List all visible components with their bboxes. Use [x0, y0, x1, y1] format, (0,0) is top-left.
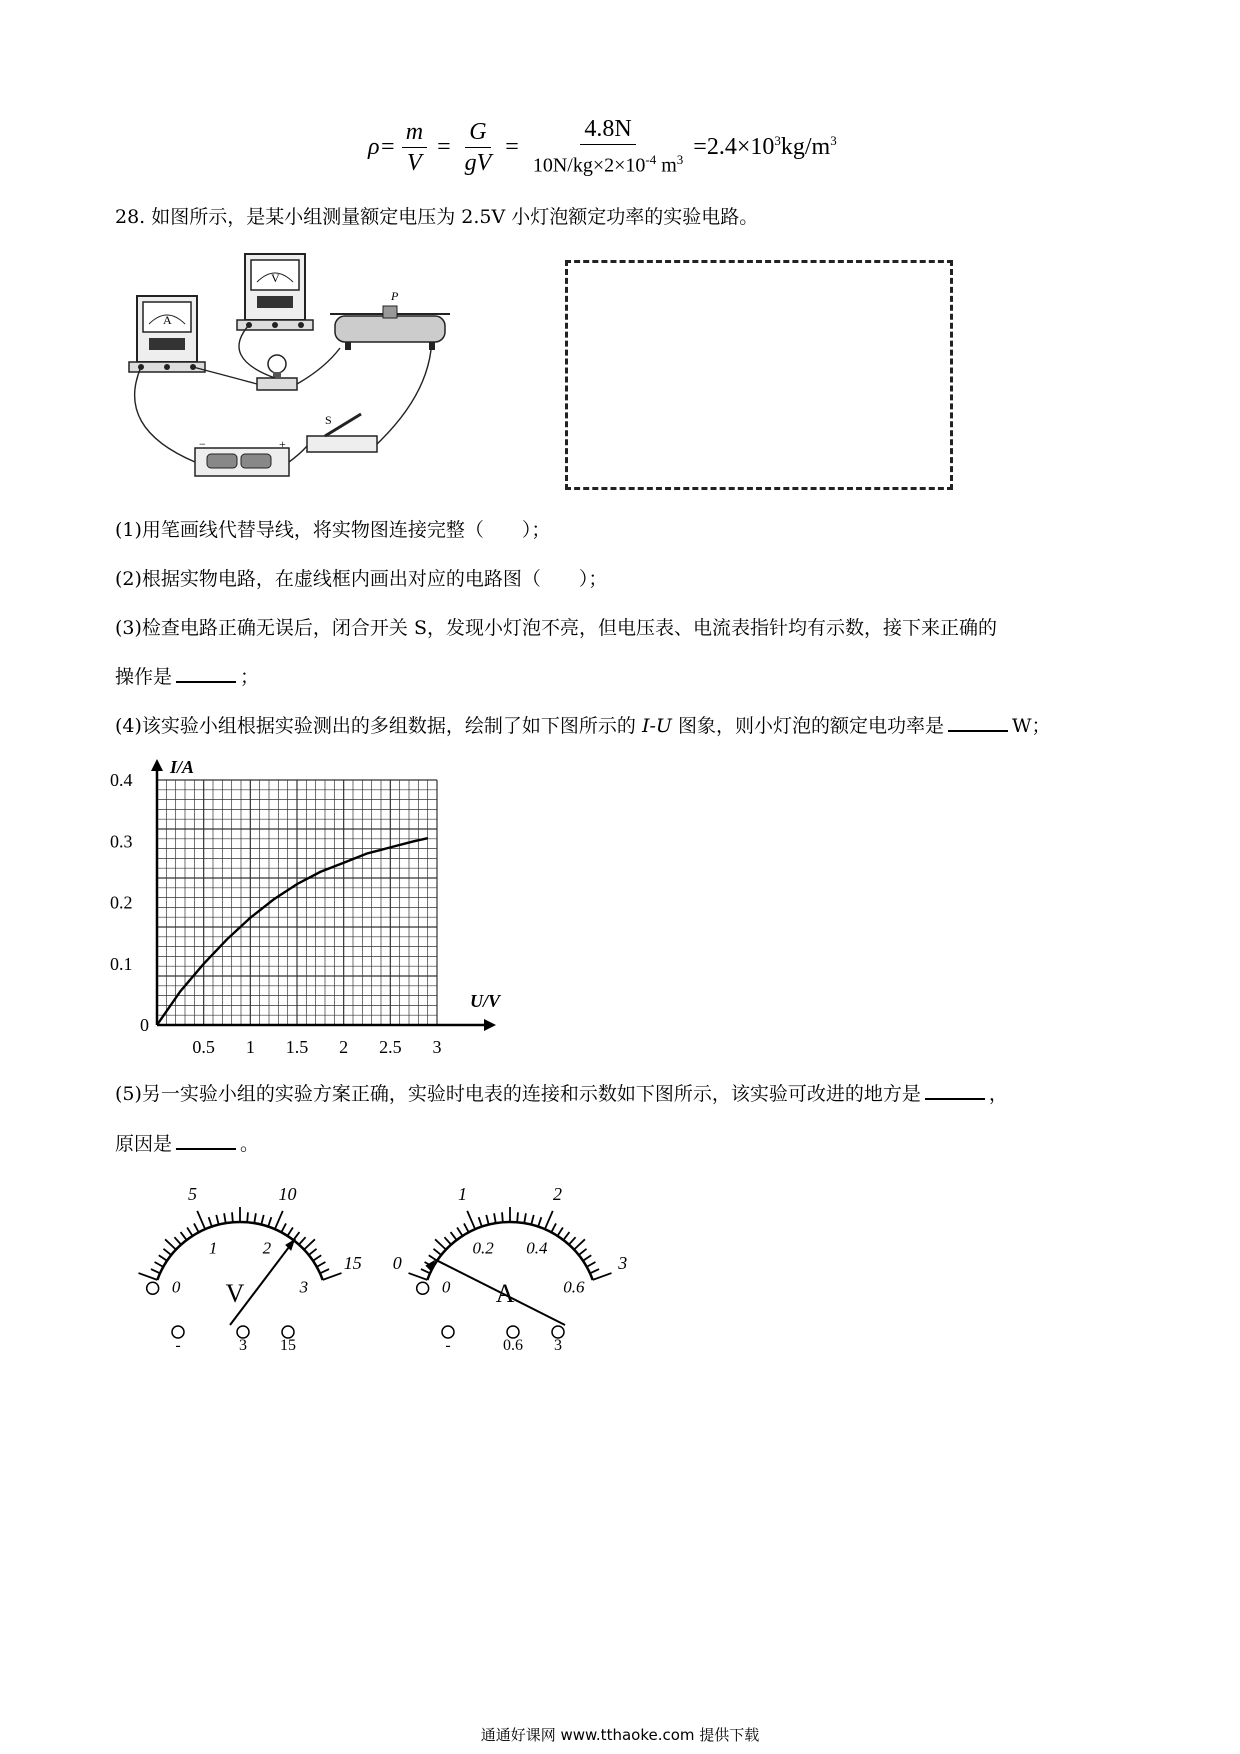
dial-tick — [467, 1211, 475, 1229]
part-4: (4)该实验小组根据实验测出的多组数据，绘制了如下图所示的 I-U 图象，则小灯泡的额定电功率是 W； — [115, 712, 1051, 739]
dial-tick — [181, 1232, 187, 1240]
terminal-label: 0.6 — [503, 1337, 523, 1350]
dial-tick — [174, 1237, 181, 1244]
iu-chart — [110, 755, 540, 1055]
answer-blank-4[interactable] — [948, 712, 1008, 732]
dial-tick — [457, 1228, 462, 1236]
dial-tick — [187, 1228, 192, 1236]
answer-blank-5b[interactable] — [176, 1130, 236, 1150]
terminal-label: 15 — [280, 1337, 296, 1350]
dial-tick — [159, 1255, 167, 1261]
dial-tick — [309, 1249, 317, 1255]
switch-label: S — [325, 413, 332, 427]
meter-symbol: A — [495, 1279, 515, 1308]
density-formula: ρ= $\frac{m}{V}$ = $\frac{G}{gV}$ = $\frac{4.8N}{10N/kg\times 2\times 10^{-4} m^3}$ $=2.4\times 10^3kg/m^3$ — [368, 115, 837, 177]
dial-tick — [579, 1249, 587, 1255]
inner-scale-label: 2 — [262, 1238, 272, 1258]
dial-tick — [545, 1211, 553, 1229]
inner-scale-label: 0.4 — [526, 1238, 548, 1258]
dial-tick — [524, 1213, 526, 1223]
dial-tick — [444, 1237, 451, 1244]
voltmeter-label: V — [271, 271, 280, 285]
dial-tick — [299, 1237, 306, 1244]
outer-scale-label: 1 — [457, 1183, 467, 1204]
dial-tick — [151, 1269, 160, 1273]
dial-tick — [583, 1255, 591, 1261]
terminal-label: - — [175, 1337, 181, 1350]
part-3: (3)检查电路正确无误后，闭合开关 S，发现小灯泡不亮，但电压表、电流表指针均有示数，接下来正确的 — [115, 617, 997, 639]
part-3-continued: 操作是 ； — [115, 663, 259, 690]
dial-tick — [323, 1273, 342, 1280]
dial-tick — [563, 1232, 569, 1240]
fraction-numeric: $\frac{4.8N}{10N/kg\times 2\times 10^{-4} m^3}$ — [532, 115, 684, 177]
y-tick-label: 0.3 — [110, 831, 133, 852]
dial-tick — [268, 1217, 271, 1226]
dial-arc — [427, 1222, 592, 1280]
dial-tick — [317, 1262, 326, 1267]
part-5-continued: 原因是 。 — [115, 1130, 259, 1157]
fraction-m-over-v: $\frac{m}{V}$ — [402, 119, 427, 176]
outer-scale-label: 3 — [618, 1252, 628, 1273]
dial-tick — [531, 1215, 533, 1225]
terminal-label: 3 — [239, 1337, 247, 1350]
battery-device — [195, 437, 289, 476]
meter-symbol: V — [225, 1279, 245, 1308]
circuit-diagram-box — [565, 260, 953, 490]
y-axis-arrow — [151, 759, 163, 771]
outer-scale-label: 15 — [343, 1252, 362, 1273]
dial-tick — [261, 1215, 263, 1225]
inner-scale-label: 1 — [208, 1238, 218, 1258]
dial-tick — [232, 1212, 233, 1222]
svg-text:−: − — [199, 437, 206, 451]
meters-figure — [110, 1170, 670, 1350]
formula-result: $=2.4\times 10^3kg/m^3$ — [693, 133, 837, 160]
dial-tick — [557, 1228, 562, 1236]
dial-tick — [435, 1239, 446, 1249]
dial-tick — [451, 1232, 457, 1240]
dial-tick — [155, 1262, 164, 1267]
dial-tick — [287, 1228, 292, 1236]
x-tick-label: 2 — [339, 1037, 349, 1055]
dial-tick — [593, 1273, 612, 1280]
terminal-label: - — [445, 1337, 451, 1350]
dial-tick — [486, 1215, 488, 1225]
answer-blank-5a[interactable] — [925, 1080, 985, 1100]
switch-device — [307, 413, 377, 452]
dial-tick — [538, 1217, 541, 1226]
circuit-apparatus-figure — [125, 248, 455, 488]
question-stem: 28. 如图所示，是某小组测量额定电压为 2.5V 小灯泡额定功率的实验电路。 — [115, 206, 759, 228]
dial-tick — [247, 1212, 248, 1222]
iu-curve — [157, 838, 428, 1025]
inner-scale-label: 0.6 — [563, 1277, 585, 1297]
part-2: (2)根据实物电路，在虚线框内画出对应的电路图（ ）； — [115, 568, 608, 590]
x-tick-label: 1.5 — [285, 1037, 309, 1055]
chart-grid — [157, 780, 437, 1025]
dial-tick — [569, 1237, 576, 1244]
dial-arc — [157, 1222, 322, 1280]
terminal-label: 3 — [554, 1337, 562, 1350]
origin-label: 0 — [140, 1015, 149, 1035]
dial-tick — [209, 1217, 212, 1226]
part-5: (5)另一实验小组的实验方案正确，实验时电表的连接和示数如下图所示，该实验可改进的地方是 ， — [115, 1080, 1008, 1107]
dial-tick — [479, 1217, 482, 1226]
part-1: (1)用笔画线代替导线，将实物图连接完整（ ）； — [115, 519, 551, 541]
outer-scale-label: 2 — [553, 1183, 563, 1204]
slider-label: P — [391, 289, 399, 303]
inner-scale-label: 3 — [299, 1277, 309, 1297]
fraction-g-over-gv: $\frac{G}{gV}$ — [464, 118, 492, 176]
ammeter-label: A — [163, 313, 172, 327]
dial-tick — [165, 1239, 176, 1249]
inner-scale-label: 0 — [441, 1277, 451, 1297]
x-axis-label: U/V — [470, 991, 501, 1011]
dial-tick — [574, 1239, 585, 1249]
dial-tick — [304, 1239, 315, 1249]
dial-tick — [275, 1211, 283, 1229]
y-tick-label: 0.2 — [110, 892, 133, 913]
dial-pivot-left — [417, 1282, 429, 1294]
rheostat-device — [330, 289, 450, 350]
answer-blank-3[interactable] — [176, 663, 236, 683]
footer-text: 通通好课网 www.tthaoke.com 提供下载 — [480, 1726, 760, 1744]
svg-text:+: + — [279, 437, 286, 451]
voltmeter-dial — [139, 1184, 362, 1350]
voltmeter-device — [237, 254, 313, 330]
dial-tick — [421, 1269, 430, 1273]
dial-tick — [409, 1273, 428, 1280]
dial-tick — [433, 1249, 441, 1255]
dial-tick — [313, 1255, 321, 1261]
dial-tick — [464, 1223, 469, 1232]
formula-lhs: ρ= — [368, 133, 396, 160]
dial-tick — [551, 1223, 556, 1232]
x-axis-arrow — [484, 1019, 496, 1031]
dial-tick — [216, 1215, 218, 1225]
dial-pivot-left — [147, 1282, 159, 1294]
dial-tick — [320, 1269, 329, 1273]
dial-tick — [281, 1223, 286, 1232]
dial-tick — [197, 1211, 205, 1229]
dial-tick — [224, 1213, 226, 1223]
dial-tick — [517, 1212, 518, 1222]
dial-tick — [502, 1212, 503, 1222]
dial-tick — [139, 1273, 158, 1280]
dial-tick — [590, 1269, 599, 1273]
x-tick-label: 3 — [432, 1037, 442, 1055]
x-tick-label: 2.5 — [379, 1037, 402, 1055]
y-tick-label: 0.1 — [110, 953, 133, 974]
x-tick-label: 0.5 — [192, 1037, 215, 1055]
y-tick-label: 0.4 — [110, 770, 133, 790]
dial-tick — [163, 1249, 171, 1255]
outer-scale-label: 0 — [392, 1252, 402, 1273]
meter-needle — [435, 1260, 565, 1325]
outer-scale-label: 10 — [278, 1183, 297, 1204]
y-axis-label: I/A — [170, 757, 195, 777]
ammeter-device — [129, 296, 205, 372]
dial-tick — [254, 1213, 256, 1223]
inner-scale-label: 0.2 — [472, 1238, 494, 1258]
outer-scale-label: 5 — [187, 1183, 197, 1204]
dial-tick — [587, 1262, 596, 1267]
dial-tick — [194, 1223, 199, 1232]
x-tick-label: 1 — [245, 1037, 255, 1055]
ammeter-dial — [393, 1184, 628, 1350]
dial-tick — [494, 1213, 496, 1223]
inner-scale-label: 0 — [171, 1277, 181, 1297]
